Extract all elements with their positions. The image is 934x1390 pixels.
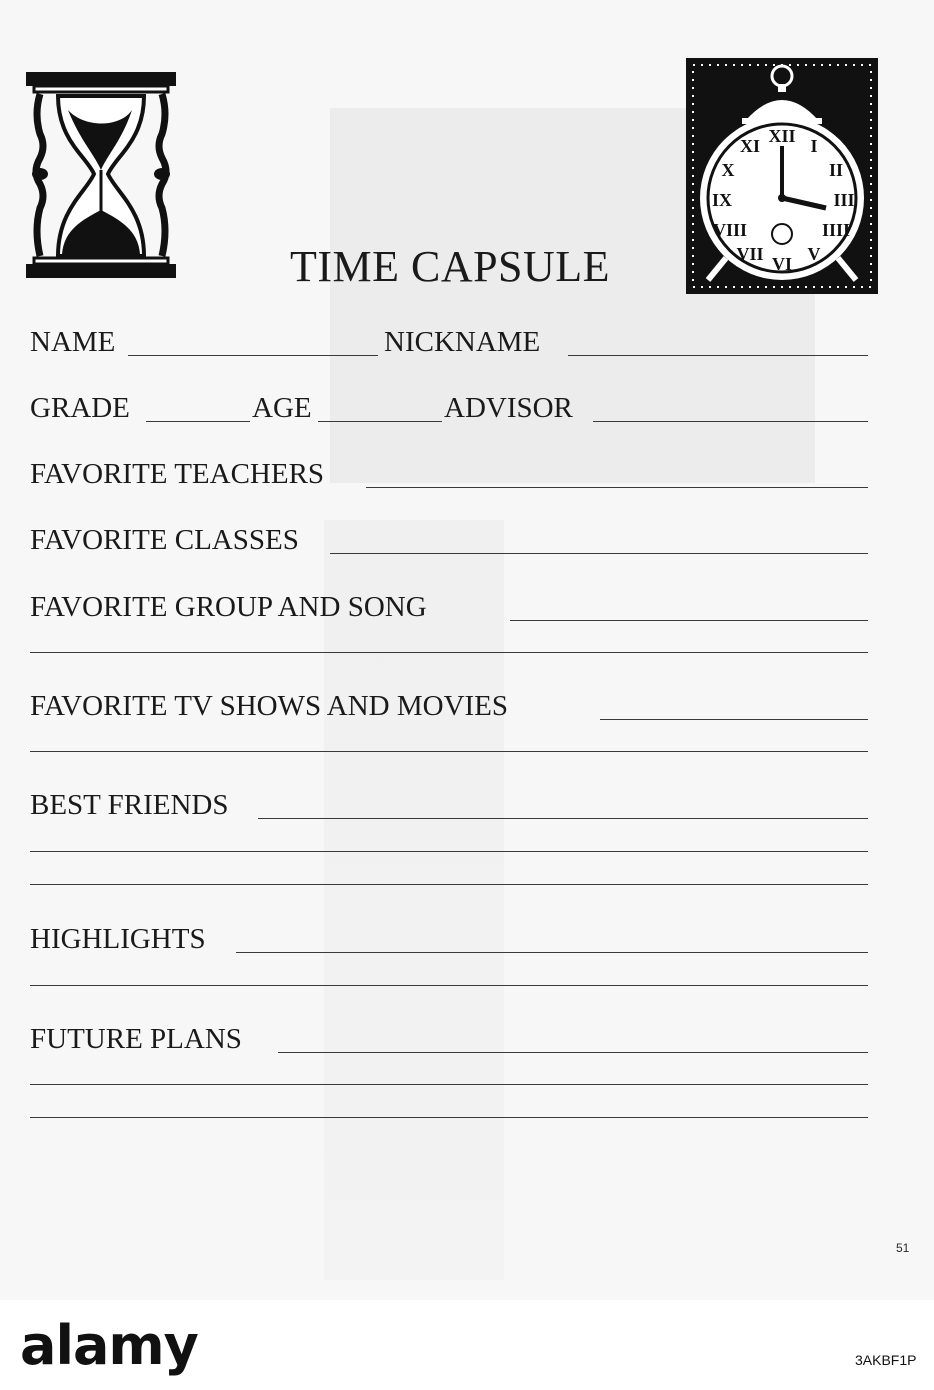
nickname-label: NICKNAME — [384, 326, 541, 358]
page-number: 51 — [896, 1241, 910, 1255]
favorite-teachers-line[interactable] — [366, 487, 868, 488]
favorite-group-song-line-2[interactable] — [30, 652, 868, 653]
grade-line[interactable] — [146, 421, 250, 422]
nickname-line[interactable] — [568, 355, 868, 356]
svg-text:II: II — [828, 160, 844, 180]
best-friends-label: BEST FRIENDS — [30, 789, 229, 821]
future-plans-line[interactable] — [278, 1052, 868, 1053]
svg-text:X: X — [721, 160, 735, 180]
favorite-classes-label: FAVORITE CLASSES — [30, 524, 299, 556]
svg-text:XI: XI — [739, 136, 761, 156]
age-label: AGE — [252, 392, 312, 424]
future-plans-label: FUTURE PLANS — [30, 1023, 242, 1055]
alamy-logo: alamy — [20, 1314, 198, 1377]
favorite-group-song-label: FAVORITE GROUP AND SONG — [30, 591, 427, 623]
future-plans-line-2[interactable] — [30, 1084, 868, 1085]
favorite-tv-movies-label: FAVORITE TV SHOWS AND MOVIES — [30, 690, 509, 722]
svg-text:III: III — [833, 190, 855, 210]
favorite-tv-movies-line-2[interactable] — [30, 751, 868, 752]
svg-text:I: I — [810, 136, 818, 156]
grade-label: GRADE — [30, 392, 130, 424]
highlights-line-2[interactable] — [30, 985, 868, 986]
name-line[interactable] — [128, 355, 378, 356]
favorite-group-song-line[interactable] — [510, 620, 868, 621]
svg-text:VIII: VIII — [712, 220, 748, 240]
best-friends-line-2[interactable] — [30, 851, 868, 852]
svg-text:V: V — [807, 244, 821, 264]
svg-text:IX: IX — [711, 190, 733, 210]
best-friends-line-3[interactable] — [30, 884, 868, 885]
age-line[interactable] — [318, 421, 442, 422]
favorite-tv-movies-line[interactable] — [600, 719, 868, 720]
image-id: 3AKBF1P — [855, 1352, 917, 1368]
bleed-through-strip — [324, 520, 504, 1280]
svg-text:VI: VI — [771, 254, 793, 274]
favorite-classes-line[interactable] — [330, 553, 868, 554]
svg-text:XII: XII — [768, 126, 796, 146]
highlights-label: HIGHLIGHTS — [30, 923, 206, 955]
hourglass-icon — [24, 70, 178, 280]
future-plans-line-3[interactable] — [30, 1117, 868, 1118]
name-label: NAME — [30, 326, 116, 358]
advisor-label: ADVISOR — [444, 392, 573, 424]
svg-text:VII: VII — [736, 244, 764, 264]
advisor-line[interactable] — [593, 421, 868, 422]
svg-text:IIII: IIII — [821, 220, 851, 240]
highlights-line[interactable] — [236, 952, 868, 953]
alarm-clock-icon — [686, 58, 878, 294]
favorite-teachers-label: FAVORITE TEACHERS — [30, 458, 325, 490]
best-friends-line[interactable] — [258, 818, 868, 819]
page-title: TIME CAPSULE — [289, 242, 611, 291]
